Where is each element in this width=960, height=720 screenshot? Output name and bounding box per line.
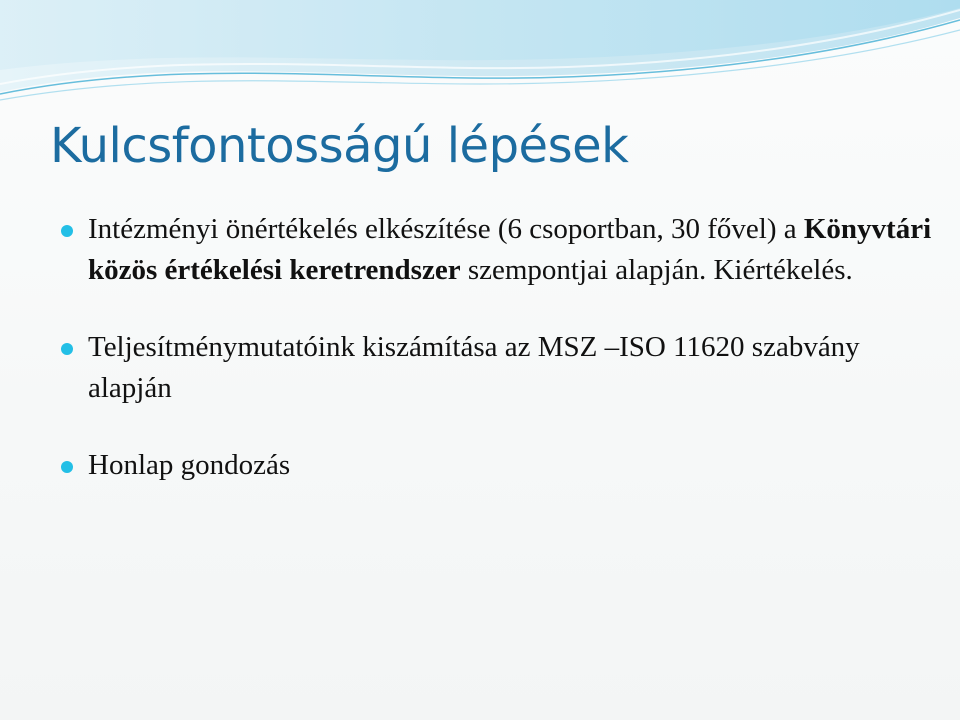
bullet-item-website <box>88 445 938 486</box>
header-wave-decoration <box>0 0 960 120</box>
slide-title: Kulcsfontosságú lépések <box>50 118 629 174</box>
bullet-list <box>88 209 938 486</box>
bullet-text-bold: Könyvtári közös értékelési keretrendszer <box>88 213 932 286</box>
bullet-item-self-assessment <box>88 209 938 291</box>
bullet-text: Teljesítménymutatóink kiszámítása az MSZ –ISO 11620 szabvány alapján <box>88 331 860 404</box>
bullet-dot-icon <box>61 225 73 237</box>
bullet-text-start: Intézményi önértékelés elkészítése (6 csoportban, 30 fővel) a <box>88 213 804 245</box>
bullet-item-performance-indicators <box>88 327 938 409</box>
bullet-dot-icon <box>61 461 73 473</box>
bullet-text: Honlap gondozás <box>88 449 291 481</box>
bullet-dot-icon <box>61 343 73 355</box>
bullet-text-end: szempontjai alapján. Kiértékelés. <box>460 254 853 286</box>
